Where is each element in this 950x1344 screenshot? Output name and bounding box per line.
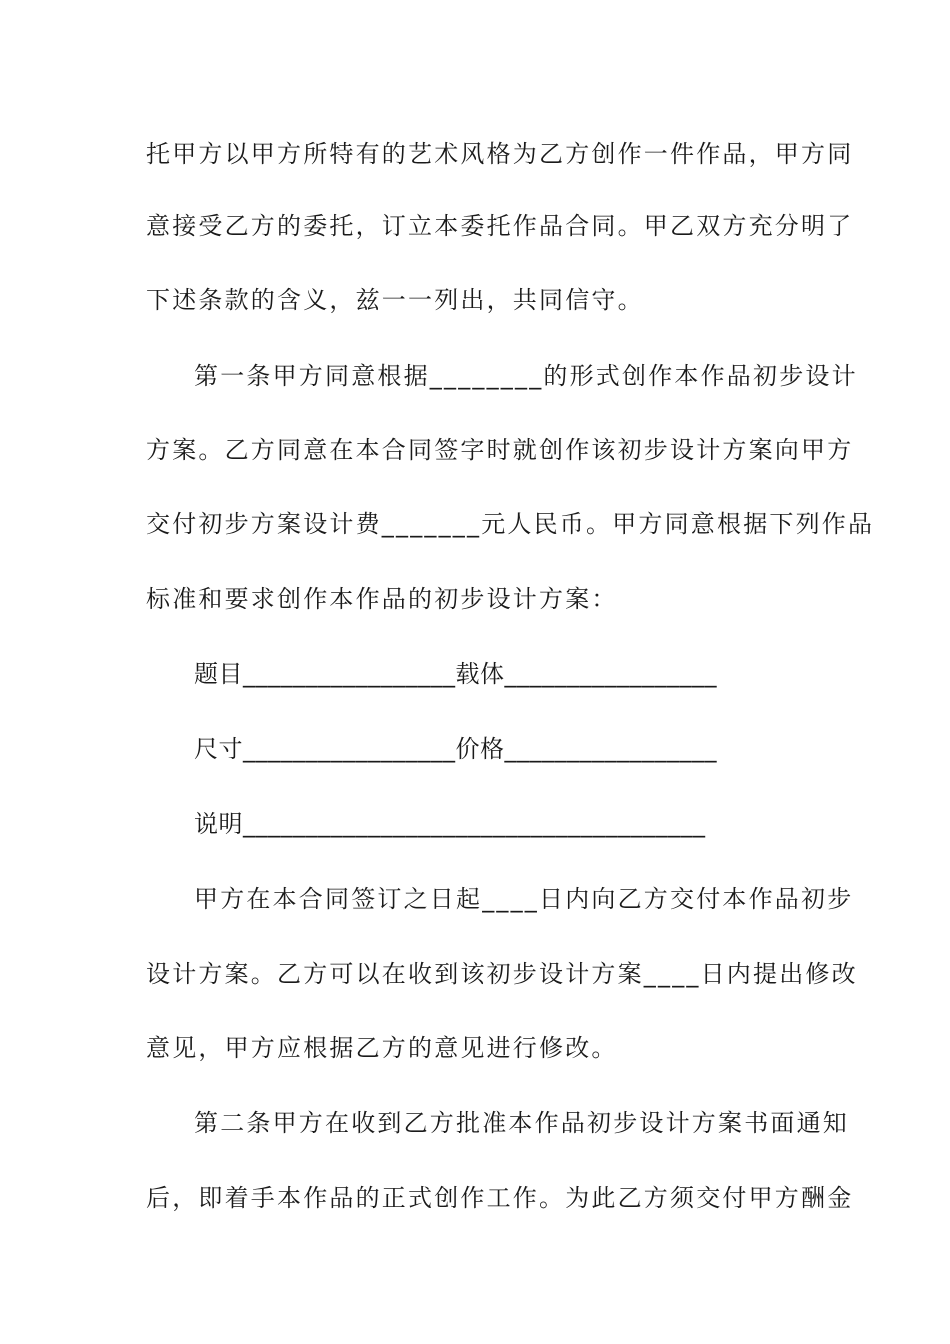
paragraph-line: 下述条款的含义，兹一一列出，共同信守。 <box>146 286 644 314</box>
paragraph-line: 交付初步方案设计费_______元人民币。甲方同意根据下列作品 <box>146 510 875 538</box>
clause-one-line: 第一条甲方同意根据________的形式创作本作品初步设计 <box>194 362 858 390</box>
paragraph-line: 方案。乙方同意在本合同签字时就创作该初步设计方案向甲方 <box>146 436 854 464</box>
form-field-size-price: 尺寸_________________价格_________________ <box>194 735 717 763</box>
paragraph-line: 托甲方以甲方所特有的艺术风格为乙方创作一件作品，甲方同 <box>146 140 854 168</box>
form-field-title-carrier: 题目_________________载体_________________ <box>194 660 717 688</box>
paragraph-line: 意见，甲方应根据乙方的意见进行修改。 <box>146 1034 618 1062</box>
clause-two-line: 第二条甲方在收到乙方批准本作品初步设计方案书面通知 <box>194 1109 849 1137</box>
paragraph-line: 甲方在本合同签订之日起____日内向乙方交付本作品初步 <box>194 885 854 913</box>
paragraph-line: 后，即着手本作品的正式创作工作。为此乙方须交付甲方酬金 <box>146 1184 854 1212</box>
paragraph-line: 意接受乙方的委托，订立本委托作品合同。甲乙双方充分明了 <box>146 212 854 240</box>
paragraph-line: 标准和要求创作本作品的初步设计方案： <box>146 585 618 613</box>
form-field-description: 说明_____________________________________ <box>194 810 706 838</box>
paragraph-line: 设计方案。乙方可以在收到该初步设计方案____日内提出修改 <box>146 960 858 988</box>
